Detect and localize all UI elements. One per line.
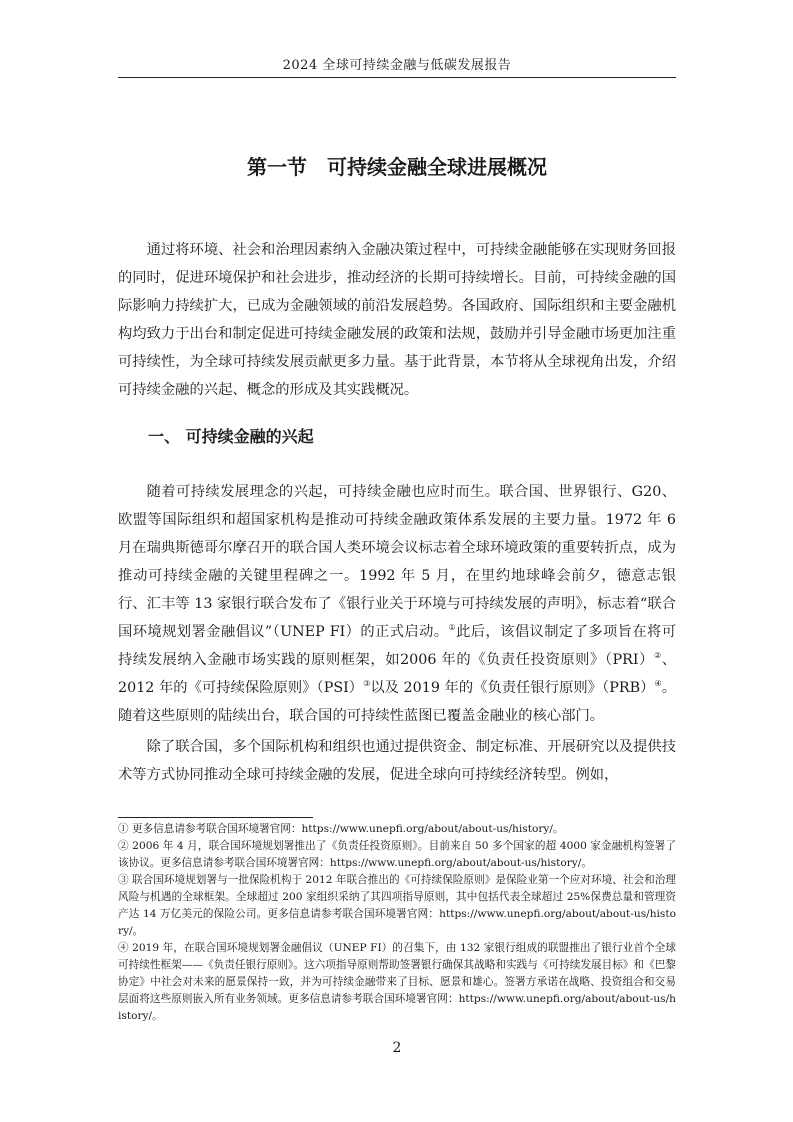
footnote-divider: [118, 817, 313, 818]
rise-text-1: 随着可持续发展理念的兴起，可持续金融也应时而生。联合国、世界银行、G20、欧盟等国际组织和超国家机构是推动可持续金融政策体系发展的主要力量。1972 年 6 月在瑞典斯德哥尔摩召开的联合国人类环境会议标志着全球环境政策的重要转折点，成为推动可持续金融的关键里程碑之一。1992 年 5 月，在里约地球峰会前夕，德意志银行、汇丰等 13 家银行联合发布了《银行业关于环境与可持续发展的声明》，标志着“联合国环境规划署金融倡议”（UNEP FI）的正式启动。: [118, 484, 676, 640]
rise-text-3: 、2012 年的《可持续保险原则》（PSI）: [118, 652, 677, 696]
footnote-2: ② 2006 年 4 月，联合国环境规划署推出了《负责任投资原则》。目前来自 50 多个国家的超 4000 家金融机构签署了该协议。更多信息请参考联合国环境署官网：https://www.unepfi.org/about/about-us/history/。: [118, 840, 676, 869]
footnote-ref-3: ③: [363, 679, 371, 689]
section-title: 第一节 可持续金融全球进展概况: [247, 155, 547, 179]
rise-text-5: 。随着这些原则的陆续出台，联合国的可持续性蓝图已覆盖金融业的核心部门。: [118, 680, 676, 724]
footnotes: [118, 821, 676, 1025]
header-divider: [118, 77, 676, 78]
page-number: 2: [392, 1040, 402, 1056]
running-header: 2024 全球可持续金融与低碳发展报告: [282, 58, 512, 73]
rise-text-4: 以及 2019 年的《负责任银行原则》（PRB）: [370, 680, 655, 696]
footnote-3: ③ 联合国环境规划署与一批保险机构于 2012 年联合推出的《可持续保险原则》是保险业第一个应对环境、社会和治理风险与机遇的全球框架。全球超过 200 家组织采纳了其四项指导原则，其中包括代表全球超过 25%保费总量和管理资产达 14 万亿美元的保险公司。更多信息请参考联合国环境署官网：https://www.unepfi.org/about/about-us/history/。: [118, 874, 676, 937]
un-paragraph: 除了联合国，多个国际机构和组织也通过提供资金、制定标准、开展研究以及提供技术等方式协同推动全球可持续金融的发展，促进全球向可持续经济转型。例如，: [118, 739, 676, 783]
footnote-4: ④ 2019 年，在联合国环境规划署金融倡议（UNEP FI）的召集下，由 132 家银行组成的联盟推出了银行业首个全球可持续性框架——《负责任银行原则》。这六项指导原则帮助签署银行确保其战略和实践与《可持续发展目标》和《巴黎协定》中社会对未来的愿景保持一致，并为可持续金融带来了目标、愿景和雄心。签署方承诺在战略、投资组合和交易层面将这些原则嵌入所有业务领域。更多信息请参考联合国环境署官网：https://www.unepfi.org/about/about-us/history/。: [118, 942, 676, 1022]
footnote-ref-4: ④: [654, 679, 662, 689]
footnote-ref-1: ①: [448, 623, 457, 633]
intro-paragraph: 通过将环境、社会和治理因素纳入金融决策过程中，可持续金融能够在实现财务回报的同时，促进环境保护和社会进步，推动经济的长期可持续增长。目前，可持续金融的国际影响力持续扩大，已成为金融领域的前沿发展趋势。各国政府、国际组织和主要金融机构均致力于出台和制定促进可持续金融发展的政策和法规，鼓励并引导金融市场更加注重可持续性，为全球可持续发展贡献更多力量。基于此背景，本节将从全球视角出发，介绍可持续金融的兴起、概念的形成及其实践概况。: [118, 242, 676, 398]
footnote-1: ① 更多信息请参考联合国环境署官网：https://www.unepfi.org/about/about-us/history/。: [118, 823, 564, 835]
rise-paragraph: [118, 478, 676, 730]
subheading: 一、 可持续金融的兴起: [148, 427, 314, 446]
footnote-ref-2: ②: [653, 651, 662, 661]
rise-text-2: 此后，该倡议制定了多项旨在将可持续发展纳入金融市场实践的原则框架，如2006 年的《负责任投资原则》（PRI）: [118, 624, 677, 668]
